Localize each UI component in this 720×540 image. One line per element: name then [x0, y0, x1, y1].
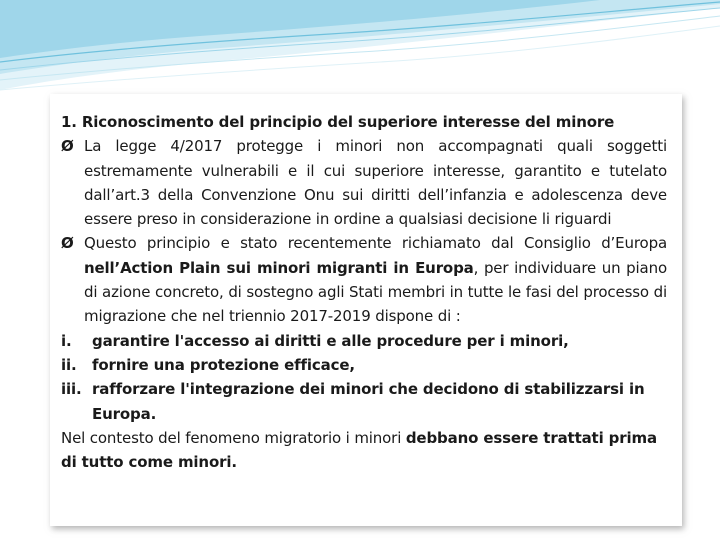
list-item-number: i. [61, 331, 72, 350]
action-plan-title: nell’Action Plain sui minori migranti in Europa [84, 258, 474, 277]
conclusion-paragraph [61, 426, 667, 475]
list-item [61, 329, 667, 353]
list-item-text: rafforzare l'integrazione dei minori che decidono di stabilizzarsi in Europa. [92, 380, 645, 423]
list-item [61, 377, 667, 426]
bullet-text: La legge 4/2017 protegge i minori non accompagnati quali soggetti estremamente vulnerabili e il cui superiore interesse, garantito e tutelato dall’art.3 della Convenzione Onu sui diritti dell’infanzia e adolescenza deve essere preso in considerazione in ordine a qualsiasi decisione li riguardi [84, 137, 667, 229]
list-item [61, 353, 667, 377]
list-item-text: garantire l'accesso ai diritti e alle procedure per i minori, [92, 331, 569, 350]
conclusion-text: Nel contesto del fenomeno migratorio i minori [61, 428, 406, 447]
list-item-text: fornire una protezione efficace, [92, 355, 355, 374]
conclusion-emphasis: debbano essere trattati prima di tutto come minori. [61, 428, 657, 472]
slide-content [61, 110, 667, 474]
bullet-item-legge [61, 134, 667, 231]
bullet-item-consiglio [61, 231, 667, 328]
arrow-bullet-icon: Ø [61, 137, 74, 156]
list-item-number: ii. [61, 355, 77, 374]
bullet-text-plain: Questo principio e stato recentemente richiamato dal Consiglio d’Europa [84, 234, 667, 253]
arrow-bullet-icon: Ø [61, 234, 74, 253]
list-item-number: iii. [61, 380, 82, 399]
section-heading: 1. Riconoscimento del principio del superiore interesse del minore [61, 113, 615, 131]
bullet-text-plain: , per individuare un piano di azione concreto, di sostegno agli Stati membri in tutte le fasi del processo di migrazione che nel triennio 2017-2019 dispone di : [84, 258, 667, 326]
